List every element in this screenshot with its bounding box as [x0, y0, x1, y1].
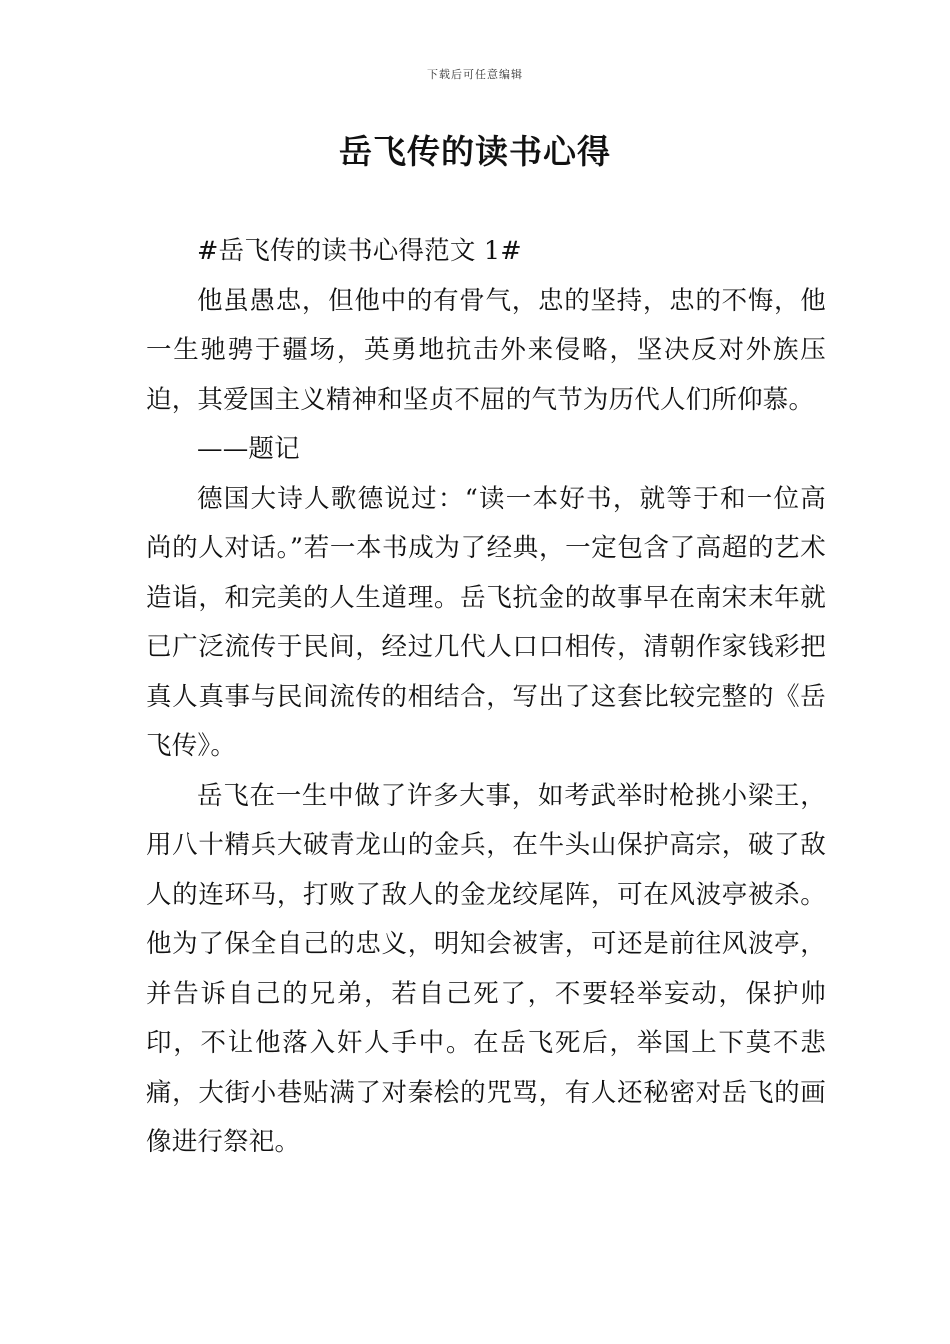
paragraph: 德国大诗人歌德说过：“读一本好书，就等于和一位高尚的人对话。”若一本书成为了经典，一定包含了高超的艺术造诣，和完美的人生道理。岳飞抗金的故事早在南宋末年就已广泛流传于民间，经过几代人口口相传，清朝作家钱彩把真人真事与民间流传的相结合，写出了这套比较完整的《岳飞传》。: [146, 483, 826, 761]
paragraph: 岳飞在一生中做了许多大事，如考武举时枪挑小梁王，用八十精兵大破青龙山的金兵，在牛头山保护高宗，破了敌人的连环马，打败了敌人的金龙绞尾阵，可在风波亭被杀。他为了保全自己的忠义，明知会被害，可还是前往风波亭，并告诉自己的兄弟，若自己死了，不要轻举妄动，保护帅印，不让他落入奸人手中。在岳飞死后，举国上下莫不悲痛，大街小巷贴满了对秦桧的咒骂，有人还秘密对岳飞的画像进行祭祀。: [146, 780, 826, 1157]
section-heading: #岳飞传的读书心得范文 1#: [197, 236, 522, 266]
paragraph: 他虽愚忠，但他中的有骨气，忠的坚持，忠的不悔，他一生驰骋于疆场，英勇地抗击外来侵略，坚决反对外族压迫，其爱国主义精神和坚贞不屈的气节为历代人们所仰慕。: [146, 285, 826, 415]
document-body: [146, 227, 826, 1168]
header-note: 下载后可任意编辑: [427, 68, 523, 81]
document-title: 岳飞传的读书心得: [339, 132, 611, 171]
epigraph-attribution: ——题记: [197, 434, 300, 464]
